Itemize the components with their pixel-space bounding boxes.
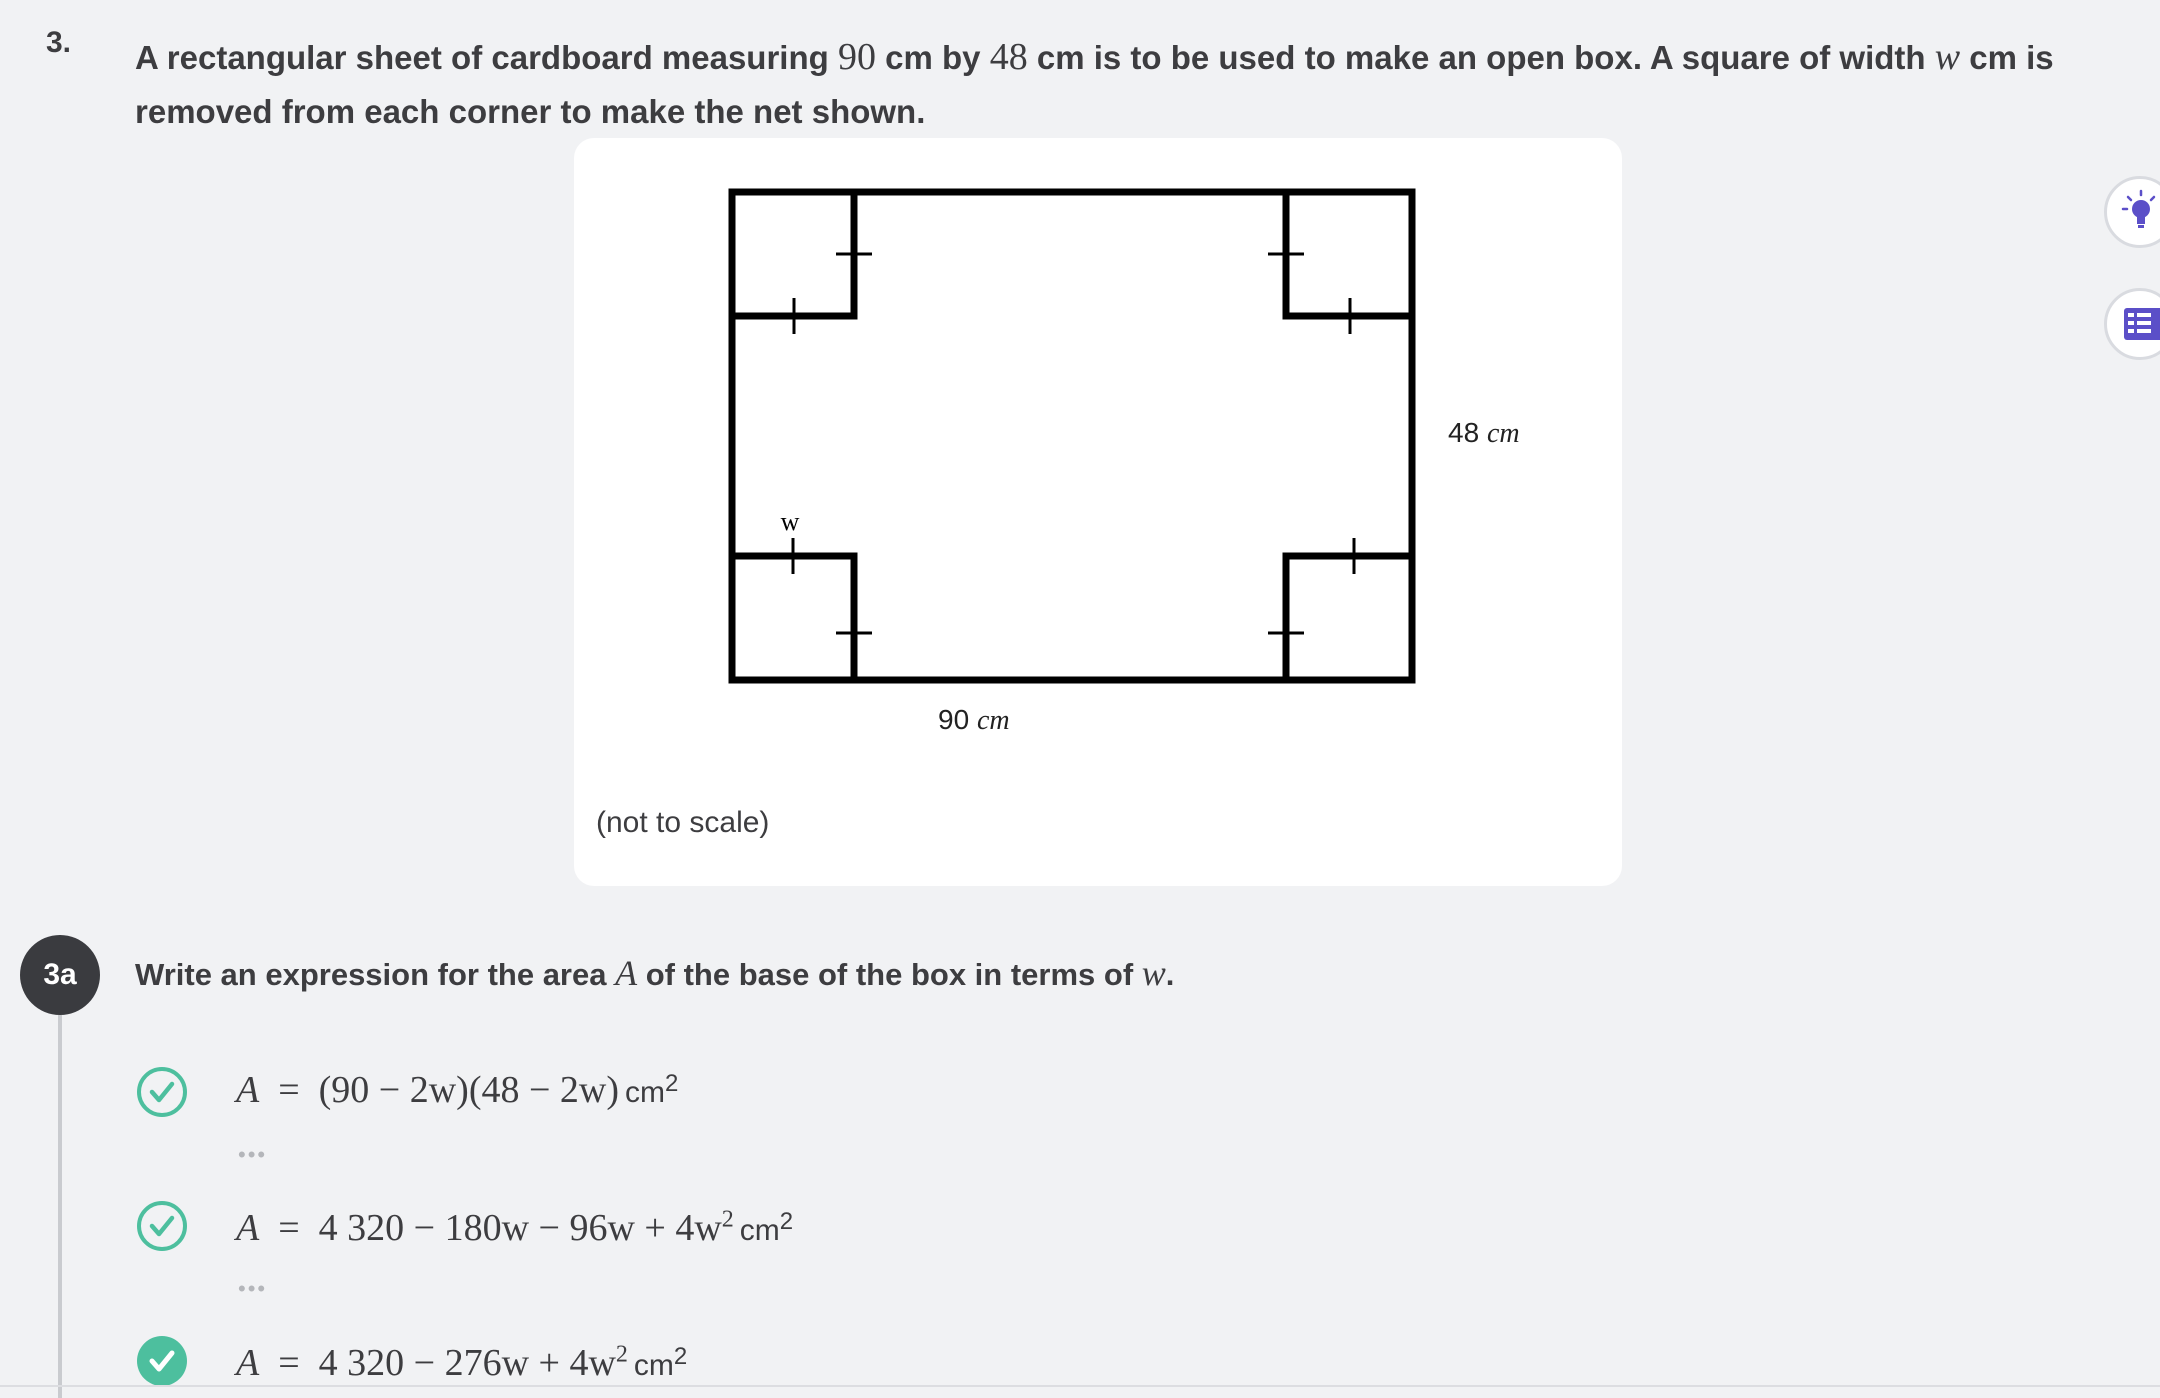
net-diagram: [574, 138, 1622, 886]
label-height: [1448, 417, 1520, 449]
question-text-part: cm is removed from each corner to make the net shown.: [135, 39, 2054, 130]
expr-lhs: A: [236, 1207, 260, 1249]
figure-card: [574, 138, 1622, 886]
label-width: [938, 704, 1010, 736]
part-timeline: [58, 1015, 62, 1398]
lightbulb-icon: [2104, 176, 2160, 248]
prompt-text: of the base of the box in terms of: [637, 957, 1142, 992]
sheet-outline: [732, 192, 1412, 680]
bottom-divider: [0, 1385, 2160, 1387]
expr-rhs: 4 320 − 276w + 4w: [318, 1342, 616, 1384]
check-circle-icon: [136, 1066, 188, 1118]
book-icon: [2104, 288, 2160, 360]
corner-square-top-right: [1286, 192, 1412, 316]
prompt-text: .: [1165, 957, 1175, 992]
expr-unit: $cm^2$: [633, 1343, 688, 1382]
figure-caption: (not to scale): [596, 806, 770, 839]
part-badge: 3a: [20, 935, 100, 1015]
prompt-var-w: w: [1141, 953, 1166, 993]
corner-square-bottom-left: [732, 556, 854, 680]
reference-button[interactable]: [2104, 288, 2160, 360]
question-text-part: cm by: [875, 39, 990, 76]
label-width-number: 90: [938, 704, 970, 735]
corner-square-top-left: [732, 192, 854, 316]
answer-expression: [236, 1341, 687, 1385]
expr-rhs: (90 − 2w)(48 − 2w): [318, 1069, 620, 1111]
length-value: 90: [837, 36, 876, 78]
question-text-part: cm is to be used to make an open box. A square of width: [1027, 39, 1935, 76]
more-options-icon[interactable]: •••: [238, 1142, 268, 1167]
label-width-unit: cm: [976, 705, 1010, 736]
expr-lhs: A: [236, 1069, 260, 1111]
expr-unit: $cm^2$: [739, 1208, 794, 1247]
expr-unit: $cm^2$: [625, 1070, 679, 1109]
question-number: 3.: [46, 26, 72, 59]
width-value: 48: [989, 36, 1028, 78]
expr-rhs: 4 320 − 180w − 96w + 4w: [318, 1207, 722, 1249]
more-options-icon[interactable]: •••: [238, 1276, 268, 1301]
label-height-unit: cm: [1486, 418, 1520, 449]
question-text-part: A rectangular sheet of cardboard measuring: [135, 39, 838, 76]
question-text: [135, 30, 2125, 139]
expr-eq: =: [278, 1342, 300, 1384]
variable-w: w: [1934, 36, 1961, 78]
label-height-number: 48: [1448, 417, 1480, 448]
corner-square-bottom-right: [1286, 556, 1412, 680]
expr-rhs-exp: 2: [615, 1341, 628, 1368]
label-w: w: [780, 507, 800, 536]
check-circle-icon: [136, 1200, 188, 1252]
answer-expression: [236, 1206, 793, 1250]
expr-eq: =: [278, 1207, 300, 1249]
hint-button[interactable]: [2104, 176, 2160, 248]
expr-eq: =: [278, 1069, 300, 1111]
answer-expression: [236, 1068, 678, 1112]
prompt-var-a: A: [615, 953, 638, 993]
part-prompt: [135, 952, 1174, 994]
expr-lhs: A: [236, 1342, 260, 1384]
prompt-text: Write an expression for the area: [135, 957, 616, 992]
check-filled-icon: [136, 1335, 188, 1387]
expr-rhs-exp: 2: [721, 1206, 734, 1233]
